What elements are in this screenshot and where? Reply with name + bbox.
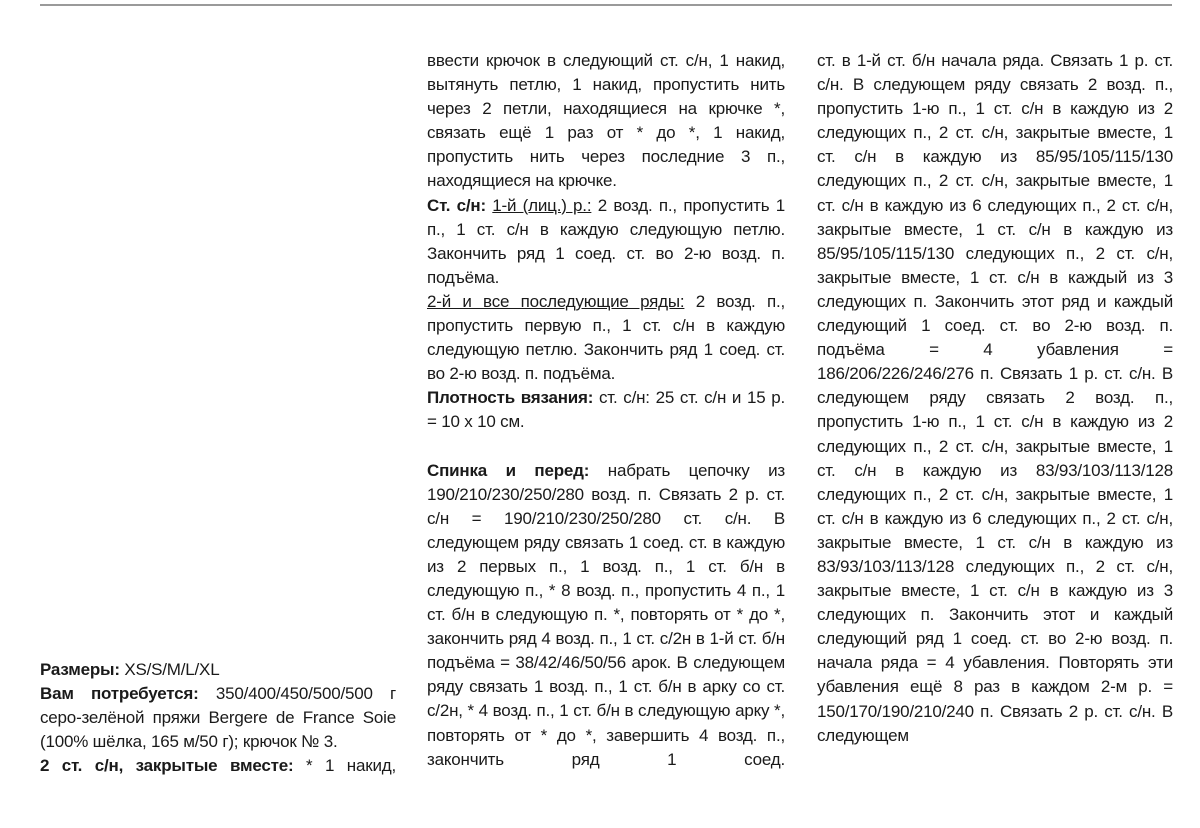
materials-label: Вам потребуется: bbox=[40, 684, 199, 704]
dc-row2-paragraph bbox=[427, 290, 785, 386]
sizes-label: Размеры: bbox=[40, 660, 120, 679]
dc2tog-label: 2 ст. с/н, закрытые вместе: bbox=[40, 756, 294, 776]
left-column bbox=[40, 658, 396, 778]
dc-row2-text: 2 возд. п., пропустить первую п., 1 ст. с/н в каждую следующую петлю. Закончить ряд 1 соед. ст. во 2-ю возд. п. подъёма. bbox=[427, 291, 786, 384]
dc-label: Ст. с/н: bbox=[427, 195, 486, 215]
dc2tog-value: * 1 накид, bbox=[293, 756, 396, 776]
dc-row2-label: 2-й и все последующие ряды: bbox=[427, 291, 685, 311]
back-front-text: набрать цепочку из 190/210/230/250/280 возд. п. Связать 2 р. ст. с/н = 190/210/230/250/280 ст. с/н. В следующем ряду связать 1 соед. ст. в каждую из 2 первых п., 1 возд. п., 1 ст. б/н в следующую п., * 8 возд. п., пропустить 4 п., 1 ст. б/н в следующую п. *, повторять от * до *, закончить ряд 4 возд. п., 1 ст. с/2н в 1-й ст. б/н подъёма = 38/42/46/50/56 арок. В следующем ряду связать 1 возд. п., 1 ст. б/н в арку со ст. с/2н, * 4 возд. п., 1 ст. б/н в следующую арку *, повторять от * до *, завершить 4 возд. п., закончить ряд 1 соед. bbox=[427, 460, 785, 769]
back-front-paragraph bbox=[427, 459, 785, 772]
right-column bbox=[817, 49, 1173, 748]
gauge-paragraph bbox=[427, 386, 785, 434]
back-front-label: Спинка и перед: bbox=[427, 460, 590, 480]
dc2tog-continuation: ввести крючок в следующий ст. с/н, 1 накид, вытянуть петлю, 1 накид, пропустить нить через 2 петли, находящиеся на крючке *, связать ещё 1 раз от * до *, 1 накид, пропустить нить через последние 3 п., находящиеся на крючке. bbox=[427, 51, 785, 191]
materials-value: 350/400/450/500/500 г серо-зелёной пряжи Bergere de France Soie (100% шёлка, 165 м/50 г); крючок № 3. bbox=[40, 684, 396, 752]
decrease-paragraph: ст. в 1-й ст. б/н начала ряда. Связать 1 р. ст. с/н. В следующем ряду связать 2 возд. п., пропустить 1-ю п., 1 ст. с/н в каждую из 2 следующих п., 2 ст. с/н, закрытые вместе, 1 ст. с/н в каждую из 85/95/105/115/130 следующих п., 2 ст. с/н, закрытые вместе, 1 ст. с/н в каждую из 6 следующих п., 2 ст. с/н, закрытые вместе, 1 ст. с/н в каждую из 85/95/105/115/130 следующих п., 2 ст. с/н, закрытые вместе, 1 ст. с/н в каждый из 3 следующих п. Закончить этот ряд и каждый следующий 1 соед. ст. во 2-ю возд. п. подъёма = 4 убавления = 186/206/226/246/276 п. Связать 1 р. ст. с/н. В следующем ряду связать 2 возд. п., пропустить 1-ю п., 1 ст. с/н в каждую из 2 следующих п., 2 ст. с/н, закрытые вместе, 1 ст. с/н в каждую из 83/93/103/113/128 следующих п., 2 ст. с/н, закрытые вместе, 1 ст. с/н в каждую из 6 следующих п., 2 ст. с/н, закрытые вместе, 1 ст. с/н в каждую из 83/93/103/113/128 следующих п., 2 ст. с/н, закрытые вместе, 1 ст. с/н в каждую из 3 следующих п. Закончить этот и каждый следующий ряд 1 соед. ст. во 2-ю возд. п. начала ряда = 4 убавления. Повторять эти убавления ещё 8 раз в каждом 2-м р. = 150/170/190/210/240 п. Связать 2 р. ст. с/н. В следующем bbox=[817, 51, 1173, 745]
materials-paragraph bbox=[40, 682, 396, 754]
sizes-value: XS/S/M/L/XL bbox=[119, 660, 220, 679]
gauge-text: ст. с/н: 25 ст. с/н и 15 р. = 10 х 10 см. bbox=[427, 388, 785, 432]
dc-row1-paragraph bbox=[427, 194, 785, 290]
paragraph-gap bbox=[427, 435, 785, 459]
middle-column bbox=[427, 49, 785, 772]
dc-row1-text: 2 возд. п., пропустить 1 п., 1 ст. с/н в каждую следующую петлю. Закончить ряд 1 соед. ст. во 2-ю возд. п. подъёма. bbox=[427, 195, 786, 287]
gauge-label: Плотность вязания: bbox=[427, 388, 594, 408]
top-rule bbox=[40, 4, 1172, 6]
sizes-paragraph bbox=[40, 658, 396, 682]
dc-row1-label: 1-й (лиц.) р.: bbox=[492, 195, 592, 215]
dc2tog-paragraph bbox=[40, 754, 396, 778]
